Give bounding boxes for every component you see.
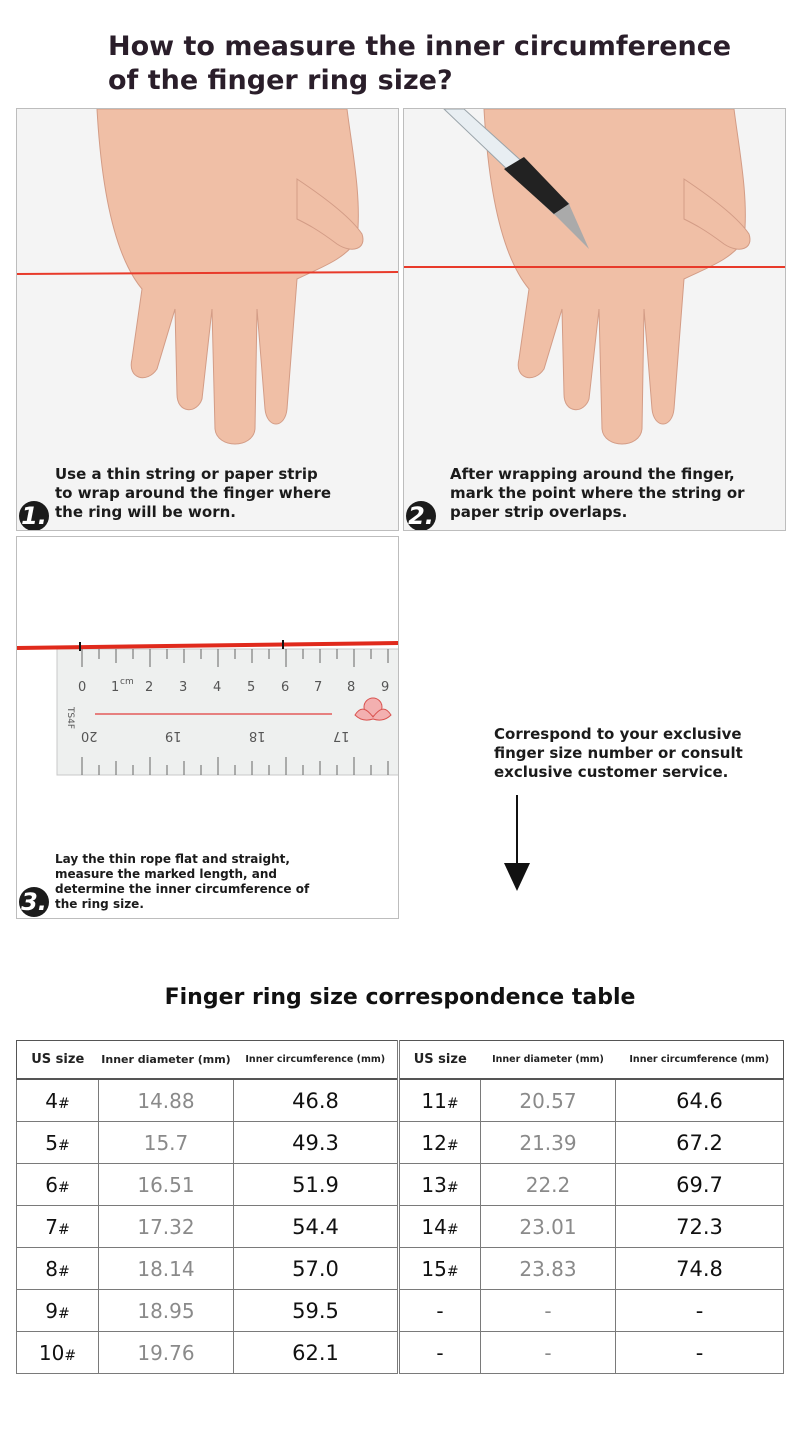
header-us-size: US size bbox=[17, 1041, 99, 1080]
inner-circumference-cell: 49.3 bbox=[234, 1122, 399, 1164]
us-size-cell bbox=[399, 1248, 481, 1290]
inner-diameter-cell: 19.76 bbox=[99, 1332, 234, 1374]
inner-diameter-cell: 21.39 bbox=[481, 1122, 616, 1164]
inner-diameter-cell: 17.32 bbox=[99, 1206, 234, 1248]
size-hash-mark: # bbox=[58, 1137, 70, 1154]
ruler-number: 19 bbox=[165, 728, 182, 743]
inner-circumference-cell: 46.8 bbox=[234, 1079, 399, 1122]
us-size-cell bbox=[17, 1079, 99, 1122]
ruler-number: 17 bbox=[333, 728, 350, 743]
us-size-cell bbox=[399, 1332, 481, 1374]
size-hash-mark: # bbox=[446, 1137, 459, 1154]
ruler-brand: TS4F bbox=[65, 706, 76, 730]
ruler-number: 3 bbox=[179, 680, 188, 695]
inner-diameter-cell: 20.57 bbox=[481, 1079, 616, 1122]
table-row bbox=[17, 1122, 784, 1164]
size-hash-mark: # bbox=[58, 1179, 70, 1196]
inner-circumference-cell: - bbox=[616, 1290, 784, 1332]
us-size-value: 11 bbox=[421, 1088, 447, 1113]
customer-service-note: Correspond to your exclusive finger size number or consult exclusive customer service. bbox=[494, 725, 743, 781]
inner-diameter-cell: 16.51 bbox=[99, 1164, 234, 1206]
ruler-number: 20 bbox=[81, 728, 98, 743]
us-size-value: 7 bbox=[45, 1214, 58, 1239]
us-size-cell bbox=[399, 1206, 481, 1248]
us-size-cell bbox=[399, 1122, 481, 1164]
size-hash-mark: # bbox=[446, 1179, 459, 1196]
step-1-badge: 1. bbox=[19, 501, 49, 531]
inner-diameter-cell: - bbox=[481, 1290, 616, 1332]
us-size-cell bbox=[17, 1206, 99, 1248]
inner-circumference-cell: 64.6 bbox=[616, 1079, 784, 1122]
us-size-cell bbox=[399, 1290, 481, 1332]
inner-circumference-cell: 57.0 bbox=[234, 1248, 399, 1290]
size-hash-mark: # bbox=[58, 1095, 70, 1112]
inner-diameter-cell: 14.88 bbox=[99, 1079, 234, 1122]
arrow-down-icon bbox=[502, 795, 532, 895]
us-size-value: 8 bbox=[45, 1256, 58, 1281]
size-hash-mark: # bbox=[446, 1221, 459, 1238]
header-inner-diameter: Inner diameter (mm) bbox=[481, 1041, 616, 1080]
step-1-caption: Use a thin string or paper strip to wrap around the finger where the ring will be worn. bbox=[55, 465, 332, 521]
header-us-size: US size bbox=[399, 1041, 481, 1080]
us-size-value: 4 bbox=[45, 1088, 58, 1113]
inner-diameter-cell: 18.14 bbox=[99, 1248, 234, 1290]
us-size-cell bbox=[17, 1248, 99, 1290]
ruler-number: 18 bbox=[249, 728, 266, 743]
inner-circumference-cell: 59.5 bbox=[234, 1290, 399, 1332]
us-size-value: 10 bbox=[38, 1340, 65, 1365]
inner-circumference-cell: 72.3 bbox=[616, 1206, 784, 1248]
inner-circumference-cell: 69.7 bbox=[616, 1164, 784, 1206]
header-inner-diameter: Inner diameter (mm) bbox=[99, 1041, 234, 1080]
step-3-panel bbox=[16, 536, 399, 919]
ruler-unit: cm bbox=[120, 677, 134, 687]
inner-diameter-cell: 23.01 bbox=[481, 1206, 616, 1248]
table-row bbox=[17, 1332, 784, 1374]
ruler-number: 2 bbox=[145, 680, 154, 695]
us-size-value: 14 bbox=[421, 1214, 447, 1239]
us-size-cell bbox=[17, 1290, 99, 1332]
table-header-row bbox=[17, 1041, 784, 1080]
size-hash-mark: # bbox=[64, 1347, 77, 1364]
ruler-number: 9 bbox=[381, 680, 390, 695]
size-hash-mark: # bbox=[58, 1263, 70, 1280]
table-title: Finger ring size correspondence table bbox=[164, 985, 636, 1010]
us-size-value: 15 bbox=[421, 1256, 447, 1281]
step-1-panel bbox=[16, 108, 399, 531]
inner-diameter-cell: - bbox=[481, 1332, 616, 1374]
us-size-cell bbox=[399, 1164, 481, 1206]
table-row bbox=[17, 1290, 784, 1332]
header-inner-circumference: Inner circumference (mm) bbox=[616, 1041, 784, 1080]
inner-diameter-cell: 18.95 bbox=[99, 1290, 234, 1332]
step-2-panel bbox=[403, 108, 786, 531]
ruler-number: 7 bbox=[314, 680, 323, 695]
table-row bbox=[17, 1206, 784, 1248]
us-size-cell bbox=[17, 1164, 99, 1206]
inner-circumference-cell: 62.1 bbox=[234, 1332, 399, 1374]
us-size-cell bbox=[17, 1122, 99, 1164]
ruler-number: 6 bbox=[281, 680, 290, 695]
us-size-value: 9 bbox=[45, 1298, 58, 1323]
us-size-value: 5 bbox=[45, 1130, 58, 1155]
size-hash-mark: # bbox=[58, 1305, 70, 1322]
step-3-caption: Lay the thin rope flat and straight, measure the marked length, and determine the inner circumference of the ring size. bbox=[55, 852, 310, 911]
step-2-caption: After wrapping around the finger, mark the point where the string or paper strip overlaps. bbox=[450, 465, 745, 521]
inner-diameter-cell: 15.7 bbox=[99, 1122, 234, 1164]
inner-circumference-cell: 74.8 bbox=[616, 1248, 784, 1290]
us-size-value: 13 bbox=[421, 1172, 447, 1197]
us-size-cell bbox=[17, 1332, 99, 1374]
inner-diameter-cell: 23.83 bbox=[481, 1248, 616, 1290]
ruler-number: 5 bbox=[247, 680, 256, 695]
header-inner-circumference: Inner circumference (mm) bbox=[234, 1041, 399, 1080]
step-2-badge: 2. bbox=[406, 501, 436, 531]
table-row bbox=[17, 1079, 784, 1122]
ruler-number: 0 bbox=[78, 680, 87, 695]
ruler-number: 1 bbox=[111, 680, 120, 695]
us-size-cell bbox=[399, 1079, 481, 1122]
us-size-value: - bbox=[436, 1298, 444, 1323]
us-size-value: - bbox=[436, 1340, 444, 1365]
inner-diameter-cell: 22.2 bbox=[481, 1164, 616, 1206]
inner-circumference-cell: - bbox=[616, 1332, 784, 1374]
ruler-number: 4 bbox=[213, 680, 222, 695]
table-row bbox=[17, 1164, 784, 1206]
inner-circumference-cell: 51.9 bbox=[234, 1164, 399, 1206]
table-row bbox=[17, 1248, 784, 1290]
us-size-value: 6 bbox=[45, 1172, 58, 1197]
step-3-badge: 3. bbox=[19, 887, 49, 917]
inner-circumference-cell: 67.2 bbox=[616, 1122, 784, 1164]
page-title: How to measure the inner circumference of the finger ring size? bbox=[108, 31, 732, 96]
size-hash-mark: # bbox=[446, 1095, 459, 1112]
ring-size-table bbox=[16, 1040, 784, 1374]
size-hash-mark: # bbox=[446, 1263, 459, 1280]
inner-circumference-cell: 54.4 bbox=[234, 1206, 399, 1248]
ruler-number: 8 bbox=[347, 680, 356, 695]
size-hash-mark: # bbox=[58, 1221, 70, 1238]
us-size-value: 12 bbox=[421, 1130, 447, 1155]
